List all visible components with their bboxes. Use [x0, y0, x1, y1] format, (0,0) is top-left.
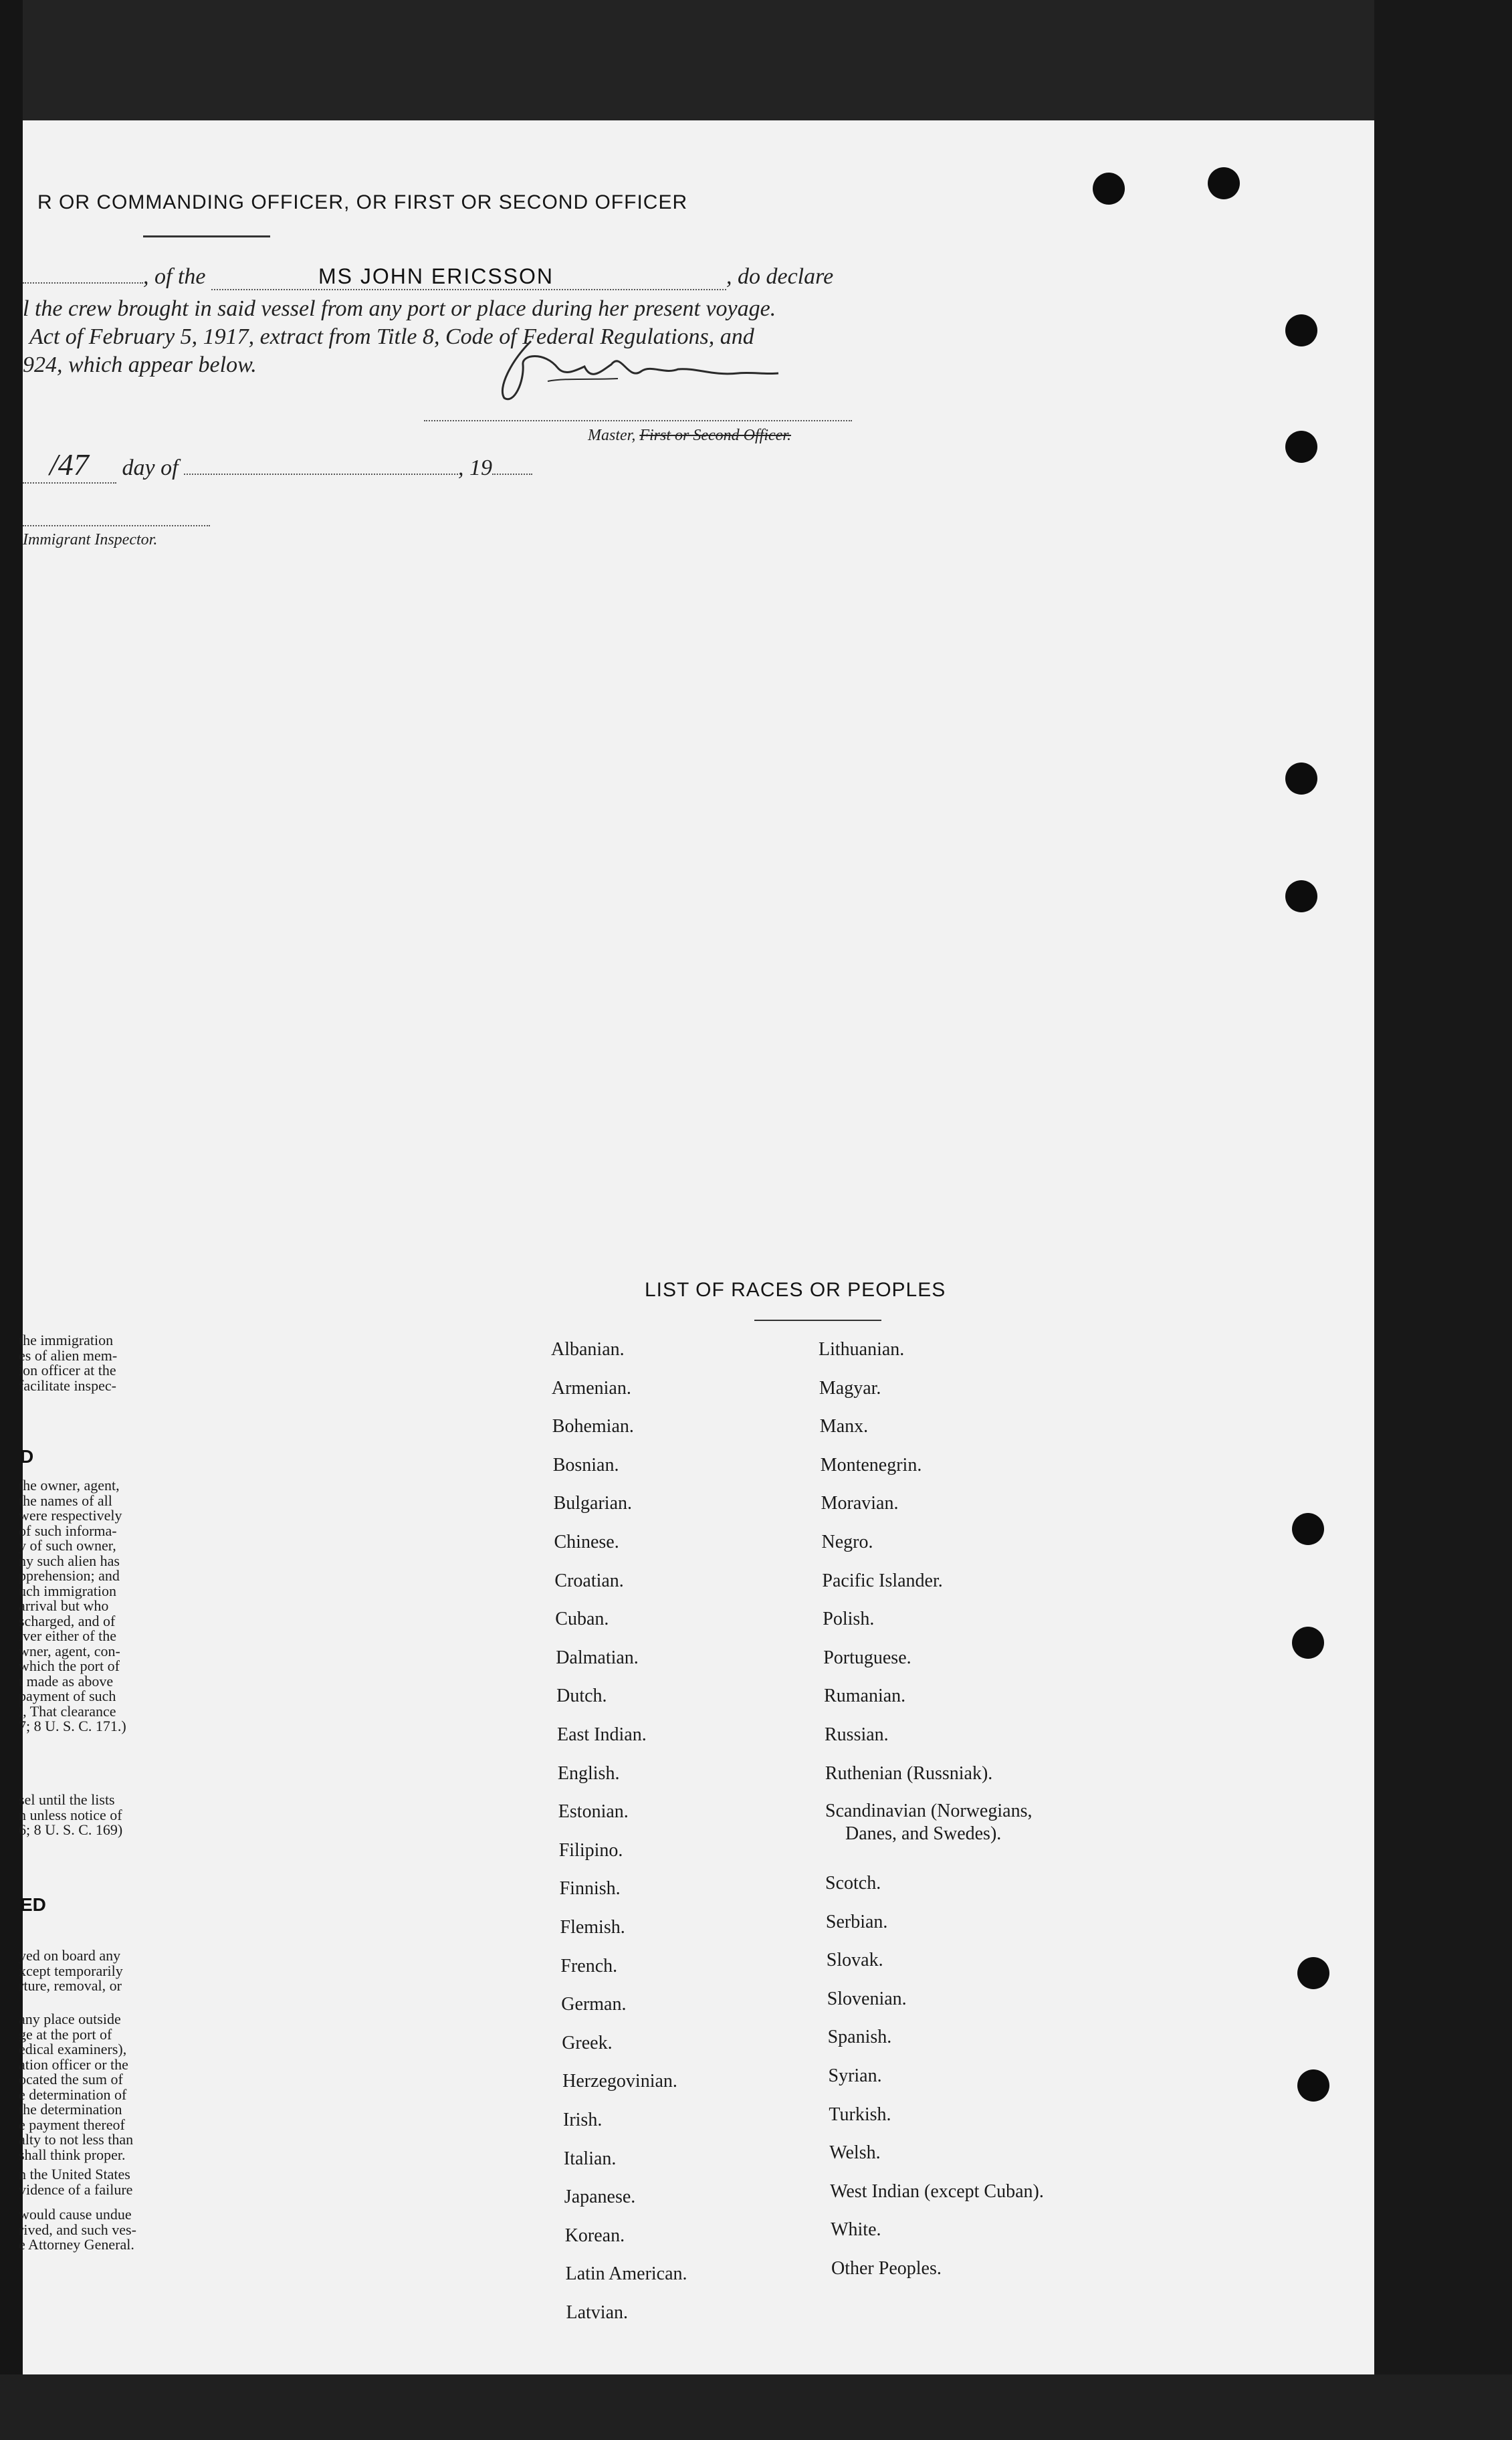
left-fragment-line: any place outside: [19, 2011, 121, 2027]
left-fragment-line: facilitate inspec-: [19, 1377, 116, 1394]
left-fragment-line: ation officer or the: [19, 2055, 128, 2073]
left-fragment-line: yed on board any: [19, 1947, 121, 1964]
race-item-right: Moravian.: [821, 1493, 899, 1514]
left-fragment-line: wner, agent, con-: [19, 1642, 120, 1659]
race-item-left: East Indian.: [557, 1724, 647, 1745]
left-fragment-line: the immigration: [19, 1332, 114, 1348]
declaration-line-4: 924, which appear below.: [23, 352, 257, 377]
left-fragment-line: e determination of: [19, 2086, 127, 2103]
left-fragment-line: e Attorney General.: [19, 2236, 134, 2253]
race-item-left: Japanese.: [564, 2187, 636, 2208]
left-fragment-line: sel until the lists: [19, 1791, 115, 1808]
year-prefix: , 19: [458, 455, 493, 480]
race-item-right: Scandinavian (Norwegians,: [825, 1801, 1033, 1821]
left-fragment-line: n unless notice of: [19, 1806, 122, 1823]
left-fragment-heading: ED: [20, 1894, 46, 1915]
race-item-right: Welsh.: [829, 2142, 881, 2164]
race-item-left: Latin American.: [565, 2263, 687, 2285]
left-fragment-line: l, That clearance: [19, 1702, 116, 1720]
race-item-left: Bulgarian.: [553, 1493, 633, 1514]
list-title-divider: [754, 1320, 881, 1321]
list-title: LIST OF RACES OR PEOPLES: [645, 1279, 946, 1301]
race-item-right: White.: [831, 2219, 881, 2241]
left-fragment-line: shall think proper.: [19, 2146, 126, 2163]
race-item-right: Negro.: [821, 1532, 873, 1552]
left-fragment-line: would cause undue: [19, 2206, 132, 2223]
race-item-left: Herzegovinian.: [562, 2071, 677, 2092]
scan-border-top: [0, 0, 1512, 120]
left-fragment-line: xcept temporarily: [19, 1962, 123, 1979]
left-fragment-line: alty to not less than: [19, 2131, 134, 2148]
punch-hole: [1285, 880, 1317, 912]
left-fragment-line: vidence of a failure: [19, 2180, 133, 2198]
punch-hole: [1292, 1627, 1324, 1659]
left-fragment-line: t made as above: [19, 1672, 114, 1690]
name-blank: [23, 282, 143, 284]
race-item-left: Estonian.: [558, 1801, 629, 1823]
race-item-right: Other Peoples.: [831, 2258, 942, 2279]
scan-border-bottom: [0, 2374, 1512, 2440]
signature-line: [424, 420, 852, 421]
race-item-left: German.: [561, 1994, 627, 2015]
document-page: [19, 120, 1374, 2374]
left-fragment-line: pprehension; and: [19, 1567, 120, 1584]
race-item-left: Bohemian.: [552, 1416, 634, 1437]
race-item-left: Dalmatian.: [556, 1647, 639, 1668]
left-fragment-line: edical examiners),: [19, 2041, 127, 2057]
left-fragment-line: scharged, and of: [19, 1612, 116, 1629]
left-fragment-line: uch immigration: [19, 1582, 117, 1599]
left-fragment-line: of such informa-: [19, 1522, 117, 1539]
race-item-right: Spanish.: [827, 2027, 892, 2048]
race-item-left: Chinese.: [554, 1532, 619, 1552]
race-item-right: Turkish.: [829, 2104, 891, 2125]
race-item-right: Montenegrin.: [820, 1454, 922, 1476]
vessel-name: MS JOHN ERICSSON: [211, 264, 726, 290]
left-fragment-line: y of such owner,: [19, 1537, 116, 1554]
punch-hole: [1297, 2069, 1329, 2102]
left-fragment-line: e payment thereof: [19, 2116, 125, 2133]
scan-border-right: [1374, 0, 1512, 2440]
master-signature: [484, 334, 792, 408]
left-fragment-line: 6; 8 U. S. C. 169): [19, 1821, 123, 1838]
left-fragment-line: ion officer at the: [19, 1362, 116, 1379]
left-fragment-line: ny such alien has: [19, 1552, 120, 1569]
header-divider: [143, 235, 270, 237]
left-fragment-line: the determination: [19, 2101, 122, 2118]
punch-hole: [1285, 431, 1317, 463]
month-blank: [184, 474, 458, 475]
race-item-right: Slovenian.: [827, 1988, 907, 2009]
race-item-right: Danes, and Swedes).: [845, 1823, 1002, 1844]
left-fragment-line: payment of such: [19, 1688, 116, 1704]
declaration-line-2: l the crew brought in said vessel from any port or place during her present voyage.: [23, 296, 776, 321]
race-item-right: Polish.: [823, 1609, 875, 1630]
punch-hole: [1292, 1513, 1324, 1545]
punch-hole: [1285, 762, 1317, 795]
race-item-left: Armenian.: [551, 1377, 631, 1399]
left-fragment-line: which the port of: [19, 1657, 120, 1674]
race-item-left: Croatian.: [554, 1570, 624, 1591]
race-item-right: Portuguese.: [823, 1647, 911, 1668]
race-item-left: Albanian.: [551, 1339, 625, 1360]
of-the-label: , of the: [143, 264, 206, 289]
punch-hole: [1208, 167, 1240, 199]
race-item-left: Italian.: [563, 2148, 617, 2169]
race-item-left: Latvian.: [566, 2302, 629, 2323]
day-of-label: day of: [122, 455, 179, 480]
declaration-line-1: [23, 264, 833, 290]
left-fragment-line: ocated the sum of: [19, 2071, 123, 2088]
race-item-right: Syrian.: [828, 2065, 882, 2086]
race-item-right: Pacific Islander.: [822, 1570, 943, 1591]
left-fragment-line: rture, removal, or: [19, 1977, 122, 1994]
race-item-right: Ruthenian (Russniak).: [825, 1762, 993, 1784]
race-item-left: Greek.: [562, 2032, 613, 2053]
master-title: [588, 427, 791, 445]
left-fragment-line: the names of all: [19, 1492, 112, 1509]
declaration-line-3: Act of February 5, 1917, extract from Title 8, Code of Federal Regulations, and: [29, 324, 754, 349]
left-fragment-line: ge at the port of: [19, 2025, 112, 2043]
race-item-left: French.: [560, 1955, 618, 1976]
left-fragment-heading: D: [20, 1446, 34, 1467]
race-item-right: Slovak.: [826, 1950, 883, 1971]
race-item-left: Flemish.: [560, 1917, 625, 1938]
race-item-right: Russian.: [825, 1724, 889, 1745]
race-item-left: Korean.: [564, 2225, 625, 2246]
master-label: Master,: [588, 427, 636, 444]
race-item-right: West Indian (except Cuban).: [830, 2180, 1044, 2202]
race-item-left: Filipino.: [558, 1839, 623, 1861]
race-item-right: Magyar.: [819, 1377, 881, 1399]
inspector-label: Immigrant Inspector.: [23, 531, 158, 548]
left-fragment-line: rived, and such ves-: [19, 2221, 136, 2238]
left-fragment-line: were respectively: [19, 1507, 122, 1524]
date-line: [23, 447, 532, 484]
race-item-right: Scotch.: [825, 1873, 881, 1894]
race-item-right: Serbian.: [825, 1911, 888, 1932]
left-fragment-line: n the United States: [19, 2166, 130, 2182]
race-item-right: Rumanian.: [824, 1686, 906, 1707]
race-item-left: English.: [557, 1762, 620, 1784]
left-fragment-line: the owner, agent,: [19, 1477, 120, 1494]
do-declare-label: , do declare: [726, 264, 834, 289]
race-item-right: Manx.: [819, 1416, 869, 1437]
race-item-left: Dutch.: [556, 1686, 607, 1707]
struck-officer-label: First or Second Officer.: [639, 427, 791, 444]
inspector-line: [23, 525, 210, 526]
year-blank: [492, 474, 532, 475]
race-item-right: Lithuanian.: [819, 1339, 905, 1360]
punch-hole: [1093, 173, 1125, 205]
race-item-left: Irish.: [563, 2110, 603, 2130]
race-item-left: Bosnian.: [552, 1454, 619, 1476]
left-fragment-line: iver either of the: [19, 1627, 116, 1644]
page-header: R OR COMMANDING OFFICER, OR FIRST OR SECOND OFFICER: [37, 191, 688, 213]
left-fragment-line: 7; 8 U. S. C. 171.): [19, 1718, 126, 1734]
date-handwritten: /47: [23, 447, 116, 484]
punch-hole: [1297, 1957, 1329, 1989]
punch-hole: [1285, 314, 1317, 346]
left-fragment-line: es of alien mem-: [19, 1346, 118, 1364]
left-fragment-line: arrival but who: [19, 1597, 109, 1614]
race-item-left: Finnish.: [559, 1878, 621, 1900]
race-item-left: Cuban.: [555, 1609, 609, 1630]
